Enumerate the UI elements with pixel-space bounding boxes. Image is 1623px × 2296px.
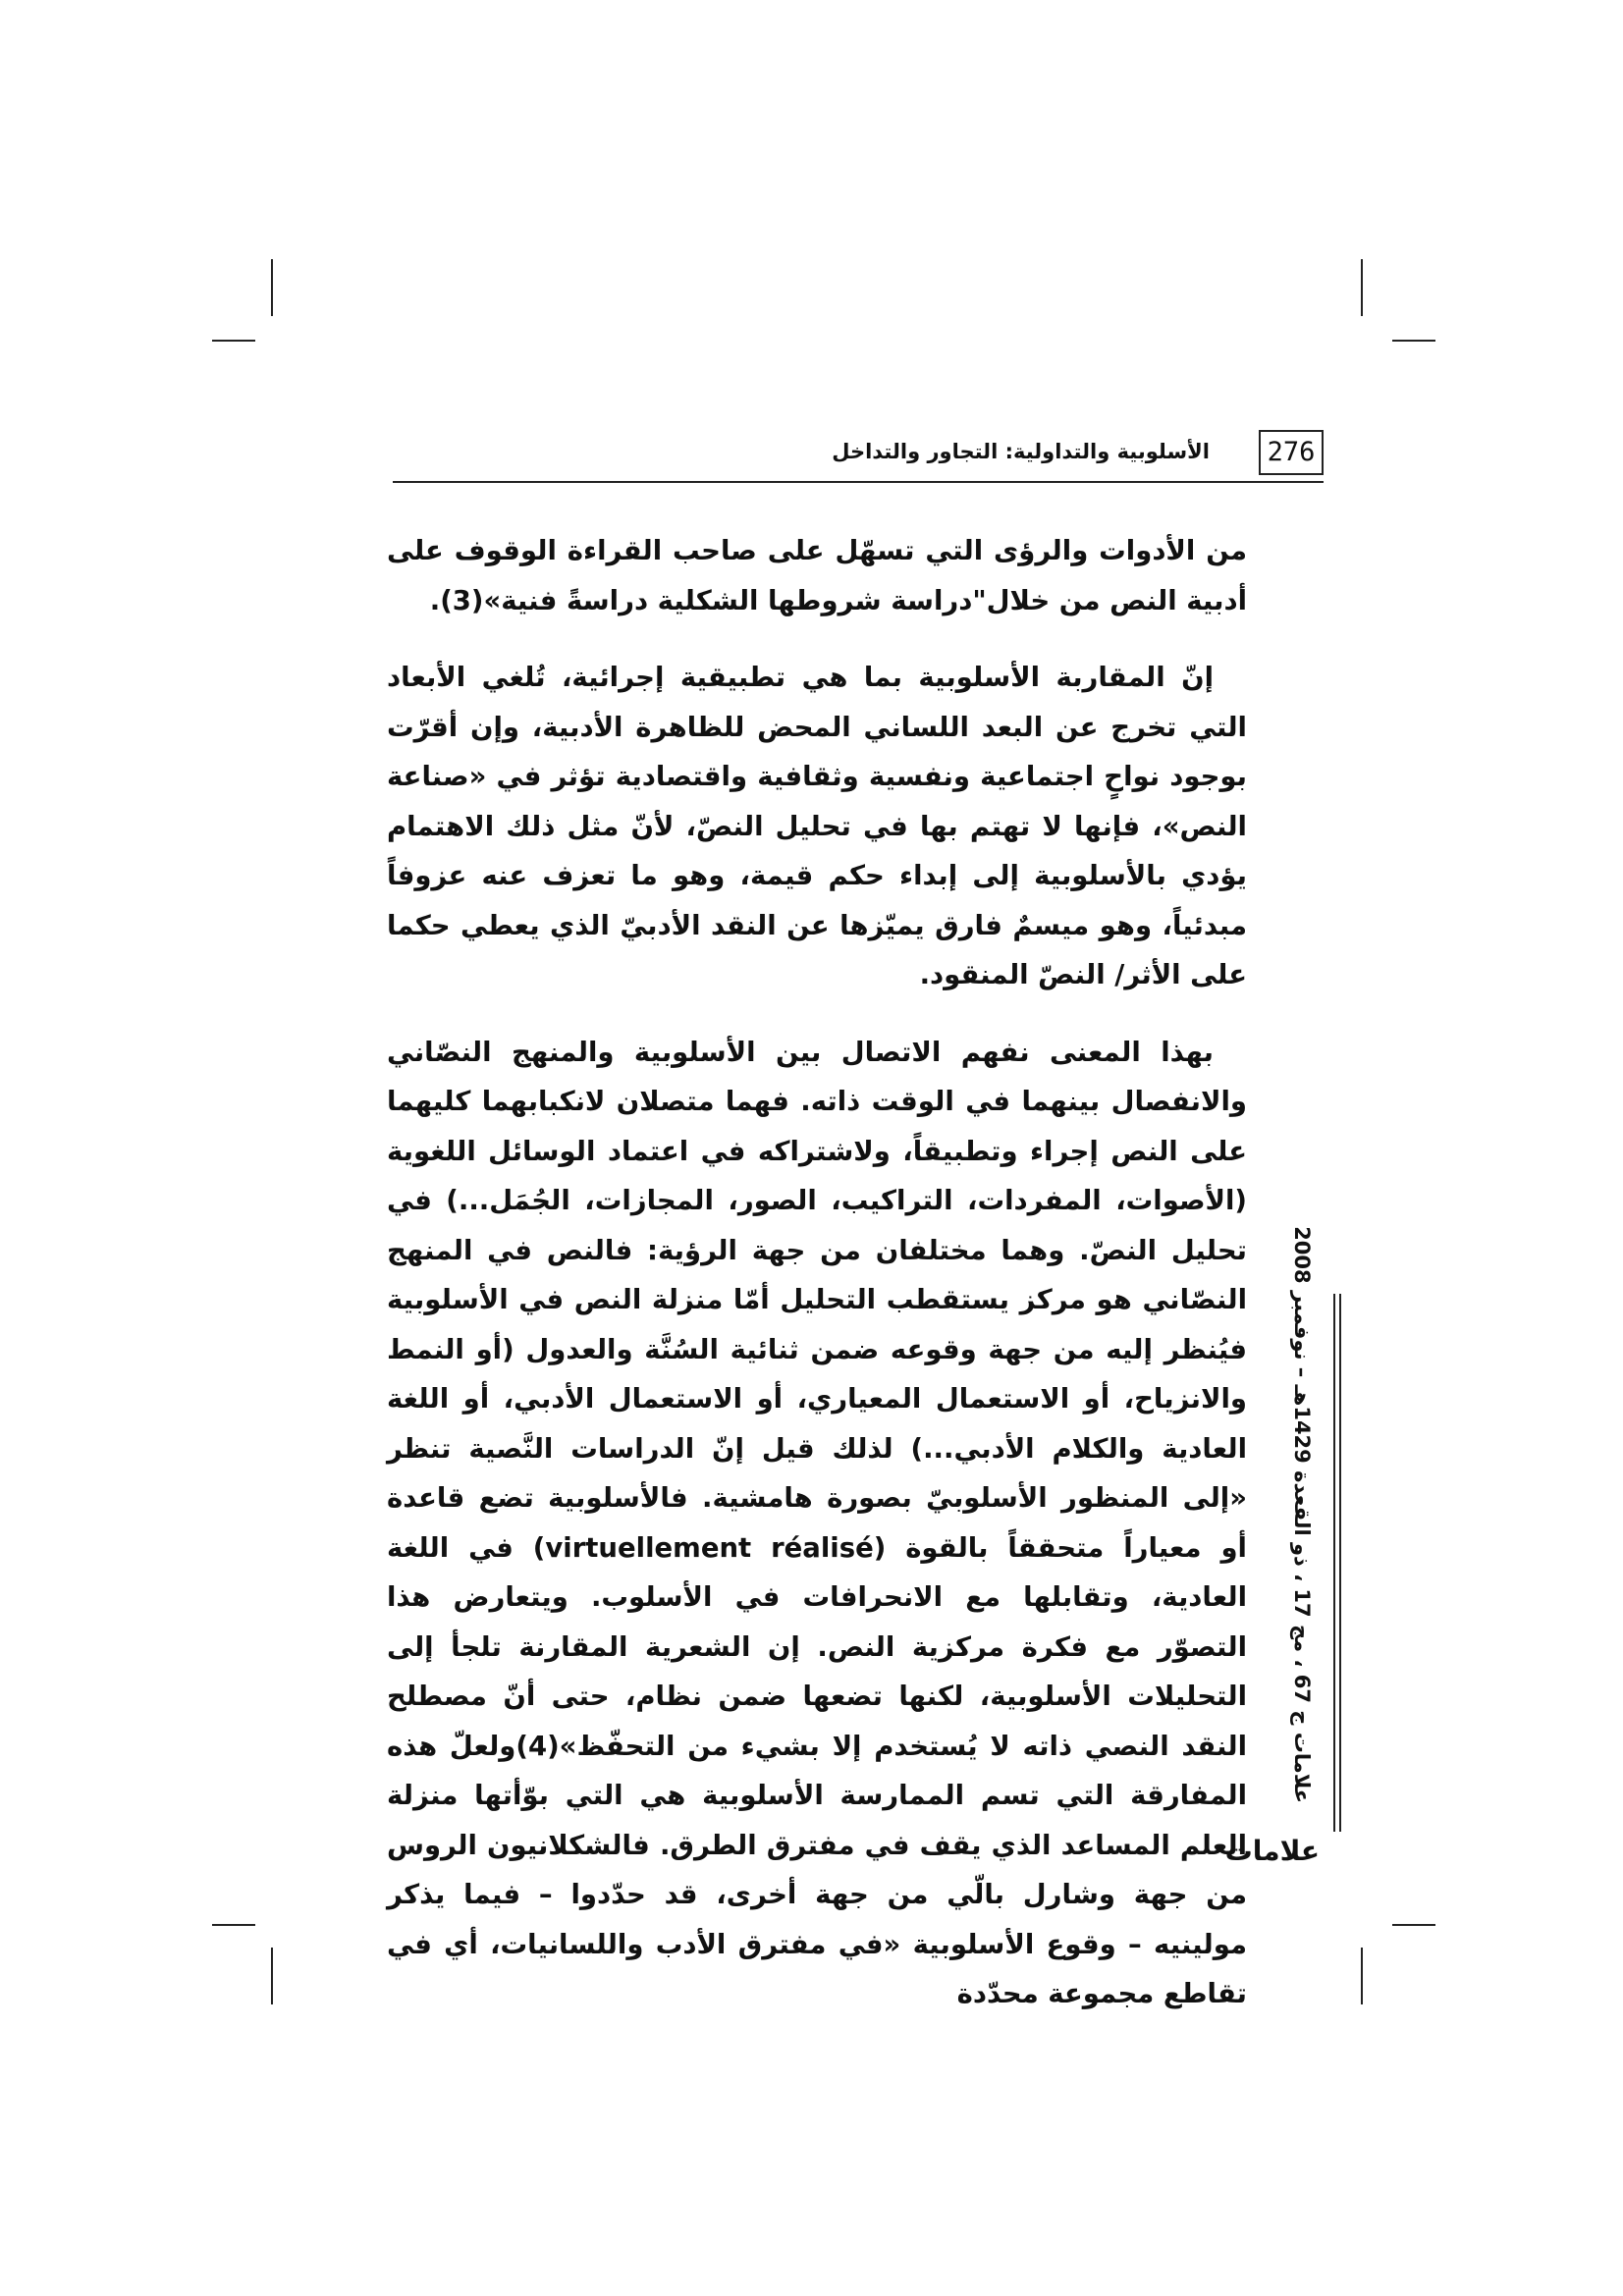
crop-mark-top-right-h	[1392, 340, 1435, 342]
body-text	[387, 526, 1247, 2019]
side-rule-second	[1339, 1294, 1341, 1832]
crop-mark-top-left-h	[212, 340, 255, 342]
crop-mark-bottom-left	[271, 1948, 273, 2004]
crop-mark-bottom-right	[1361, 1948, 1363, 2004]
crop-mark-top-left	[271, 259, 273, 316]
journal-logo: علامات	[1224, 1835, 1320, 1867]
journal-side-strip	[1284, 1226, 1322, 1804]
crop-mark-bottom-left-h	[212, 1924, 255, 1926]
running-header	[393, 422, 1324, 483]
paragraph-1: من الأدوات والرؤى التي تسهّل على صاحب القراءة الوقوف على أدبية النص من خلال"دراسة شروطها الشكلية دراسةً فنية»(3).	[387, 535, 1247, 616]
side-rule	[1333, 1294, 1335, 1832]
journal-issue-info: علامات ج 67 ، مج 17 ، ذو القعدة 1429هـ – نوفمبر 2008	[1290, 1226, 1314, 1803]
running-title: الأسلوبية والتداولية: التجاور والتداخل	[832, 440, 1210, 463]
crop-mark-top-right	[1361, 259, 1363, 316]
paragraph-2: إنّ المقاربة الأسلوبية بما هي تطبيقية إجرائية، تُلغي الأبعاد التي تخرج عن البعد اللساني المحض للظاهرة الأدبية، وإن أقرّت بوجود نواحٍ اجتماعية ونفسية وثقافية واقتصادية تؤثر في «صناعة النص»، فإنها لا تهتم بها في تحليل النصّ، لأنّ مثل ذلك الاهتمام يؤدي بالأسلوبية إلى إبداء حكم قيمة، وهو ما تعزف عنه عزوفاً مبدئياً، وهو ميسمٌ فارق يميّزها عن النقد الأدبيّ الذي يعطي حكما على الأثر/ النصّ المنقود.	[387, 662, 1247, 990]
paragraph-3: بهذا المعنى نفهم الاتصال بين الأسلوبية والمنهج النصّاني والانفصال بينهما في الوقت ذاته. فهما متصلان لانكبابهما كليهما على النص إجراء وتطبيقاً، ولاشتراكه في اعتماد الوسائل اللغوية (الأصوات، المفردات، التراكيب، الصور، المجازات، الجُمَل...) في تحليل النصّ. وهما مختلفان من جهة الرؤية: فالنص في المنهج النصّاني هو مركز يستقطب التحليل أمّا منزلة النص في الأسلوبية فيُنظر إليه من جهة وقوعه ضمن ثنائية السُنَّة والعدول (أو النمط والانزياح، أو الاستعمال المعياري، أو الاستعمال الأدبي، أو اللغة العادية والكلام الأدبي...) لذلك قيل إنّ الدراسات النَّصية تنظر «إلى المنظور الأسلوبيّ بصورة هامشية. فالأسلوبية تضع قاعدة أو معياراً متحققاً بالقوة (virtuellement réalisé) في اللغة العادية، وتقابلها مع الانحرافات في الأسلوب. ويتعارض هذا التصوّر مع فكرة مركزية النص. إن الشعرية المقارنة تلجأ إلى التحليلات الأسلوبية، لكنها تضعها ضمن نظام، حتى أنّ مصطلح النقد النصي ذاته لا يُستخدم إلا بشيء من التحفّظ»(4)ولعلّ هذه المفارقة التي تسم الممارسة الأسلوبية هي التي بوّأتها منزلة العلم المساعد الذي يقف في مفترق الطرق. فالشكلانيون الروس من جهة وشارل بالّي من جهة أخرى، قد حدّدوا – فيما يذكر مولينيه – وقوع الأسلوبية «في مفترق الأدب واللسانيات، أي في تقاطع مجموعة محدّدة	[387, 1036, 1248, 2009]
page-number: 276	[1259, 430, 1324, 475]
header-rule	[393, 481, 1324, 483]
crop-mark-bottom-right-h	[1392, 1924, 1435, 1926]
